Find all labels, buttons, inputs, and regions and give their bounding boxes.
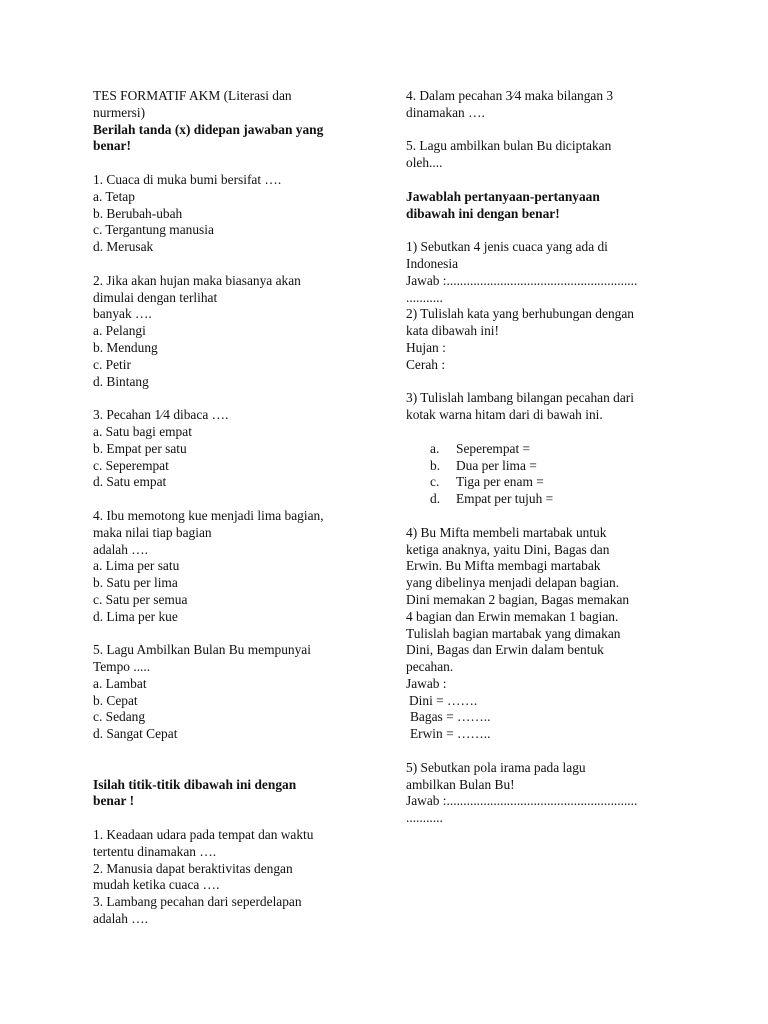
fill-item: dinamakan …. [406, 104, 485, 120]
essay-text: 3) Tulislah lambang bilangan pecahan dari [406, 390, 634, 406]
test-title-line-2: nurmersi) [93, 104, 146, 120]
option-d: d. Lima per kue [93, 608, 178, 624]
answer-label: Hujan : [406, 339, 446, 355]
essay-2 [406, 306, 678, 373]
essay-text: ketiga anaknya, yaitu Dini, Bagas dan [406, 541, 610, 557]
answer-line: Jawab :......................................................... [406, 272, 638, 288]
right-column [406, 88, 678, 827]
question-text: 4. Ibu memotong kue menjadi lima bagian, [93, 507, 324, 523]
fill-item: mudah ketika cuaca …. [93, 877, 220, 893]
question-text: 3. Pecahan 1⁄4 dibaca …. [93, 407, 229, 423]
fill-item-5 [406, 138, 678, 172]
answer-line: Jawab :......................................................... [406, 793, 638, 809]
essay-text: pecahan. [406, 659, 454, 675]
item-letter: c. [430, 474, 440, 490]
item-text: Seperempat = [456, 440, 531, 456]
question-text: dimulai dengan terlihat [93, 289, 218, 305]
test-title-line-1: TES FORMATIF AKM (Literasi dan [93, 88, 292, 103]
fill-item: tertentu dinamakan …. [93, 843, 217, 859]
essay-text: Erwin. Bu Mifta membagi martabak [406, 558, 601, 574]
fraction-item-a [406, 441, 678, 458]
item-text: Dua per lima = [456, 457, 537, 473]
option-b: b. Satu per lima [93, 575, 178, 591]
answer-label: Cerah : [406, 356, 446, 372]
essay-text: 4 bagian dan Erwin memakan 1 bagian. [406, 608, 619, 624]
instruction-line-1: Berilah tanda (x) didepan jawaban yang [93, 121, 324, 137]
item-letter: d. [430, 491, 441, 507]
essay-4 [406, 525, 678, 743]
option-a: a. Satu bagi empat [93, 423, 192, 439]
option-c: c. Seperempat [93, 457, 169, 473]
essay-text: 1) Sebutkan 4 jenis cuaca yang ada di [406, 239, 608, 255]
question-1 [93, 172, 373, 256]
fill-item: 2. Manusia dapat beraktivitas dengan [93, 860, 293, 876]
essay-1 [406, 239, 678, 306]
option-d: d. Sangat Cepat [93, 726, 178, 742]
essay-text: Tulislah bagian martabak yang dimakan [406, 625, 621, 641]
option-a: a. Tetap [93, 188, 135, 204]
answer-line: ........... [406, 810, 443, 826]
question-text: adalah …. [93, 541, 149, 557]
option-a: a. Lambat [93, 675, 147, 691]
fill-item: adalah …. [93, 911, 149, 927]
answer-erwin: Erwin = …….. [410, 726, 491, 742]
question-4 [93, 508, 373, 626]
fraction-item-d [406, 491, 678, 508]
question-text: banyak …. [93, 306, 152, 322]
section-2-heading-line-2: benar ! [93, 793, 135, 809]
essay-text: kotak warna hitam dari di bawah ini. [406, 407, 603, 423]
option-b: b. Cepat [93, 692, 138, 708]
answer-bagas: Bagas = …….. [410, 709, 491, 725]
instruction-line-2: benar! [93, 138, 131, 154]
item-text: Empat per tujuh = [456, 491, 554, 507]
fill-item: 1. Keadaan udara pada tempat dan waktu [93, 827, 314, 843]
option-a: a. Lima per satu [93, 558, 180, 574]
option-c: c. Tergantung manusia [93, 222, 214, 238]
option-b: b. Empat per satu [93, 440, 187, 456]
question-2 [93, 273, 373, 391]
question-text: 1. Cuaca di muka bumi bersifat …. [93, 171, 282, 187]
option-b: b. Mendung [93, 339, 158, 355]
fraction-item-b [406, 458, 678, 475]
item-letter: a. [430, 440, 440, 456]
left-column [93, 88, 373, 928]
option-a: a. Pelangi [93, 323, 146, 339]
essay-5 [406, 760, 678, 827]
essay-text: ambilkan Bulan Bu! [406, 776, 515, 792]
section-3-heading-line-1: Jawablah pertanyaan-pertanyaan [406, 188, 600, 204]
essay-text: 5) Sebutkan pola irama pada lagu [406, 759, 586, 775]
essay-text: Dini memakan 2 bagian, Bagas memakan [406, 591, 630, 607]
essay-text: 4) Bu Mifta membeli martabak untuk [406, 524, 607, 540]
option-c: c. Petir [93, 356, 131, 372]
question-text: 2. Jika akan hujan maka biasanya akan [93, 272, 301, 288]
essay-text: Indonesia [406, 255, 459, 271]
fill-item-4 [406, 88, 678, 122]
fill-item: 3. Lambang pecahan dari seperdelapan [93, 894, 302, 910]
question-text: Tempo ..... [93, 659, 151, 675]
option-d: d. Merusak [93, 239, 154, 255]
option-d: d. Satu empat [93, 474, 167, 490]
essay-text: Dini, Bagas dan Erwin dalam bentuk [406, 642, 604, 658]
answer-label: Jawab : [406, 675, 447, 691]
essay-text: kata dibawah ini! [406, 323, 499, 339]
option-d: d. Bintang [93, 373, 149, 389]
question-3 [93, 407, 373, 491]
option-c: c. Satu per semua [93, 591, 188, 607]
section-2-heading-line-1: Isilah titik-titik dibawah ini dengan [93, 776, 297, 792]
essay-text: yang dibelinya menjadi delapan bagian. [406, 575, 620, 591]
essay-text: 2) Tulislah kata yang berhubungan dengan [406, 306, 634, 322]
answer-dini: Dini = ……. [409, 692, 478, 708]
item-letter: b. [430, 457, 441, 473]
fill-item: oleh.... [406, 155, 443, 171]
option-b: b. Berubah-ubah [93, 205, 183, 221]
answer-line: ........... [406, 289, 443, 305]
fill-in-list [93, 827, 373, 928]
fill-item: 4. Dalam pecahan 3⁄4 maka bilangan 3 [406, 88, 614, 103]
option-c: c. Sedang [93, 709, 146, 725]
fill-item: 5. Lagu ambilkan bulan Bu diciptakan [406, 138, 612, 154]
section-3-heading-line-2: dibawah ini dengan benar! [406, 205, 560, 221]
question-text: 5. Lagu Ambilkan Bulan Bu mempunyai [93, 642, 311, 658]
item-text: Tiga per enam = [456, 474, 544, 490]
question-5 [93, 642, 373, 743]
essay-3 [406, 390, 678, 508]
fraction-item-c [406, 474, 678, 491]
question-text: maka nilai tiap bagian [93, 524, 212, 540]
